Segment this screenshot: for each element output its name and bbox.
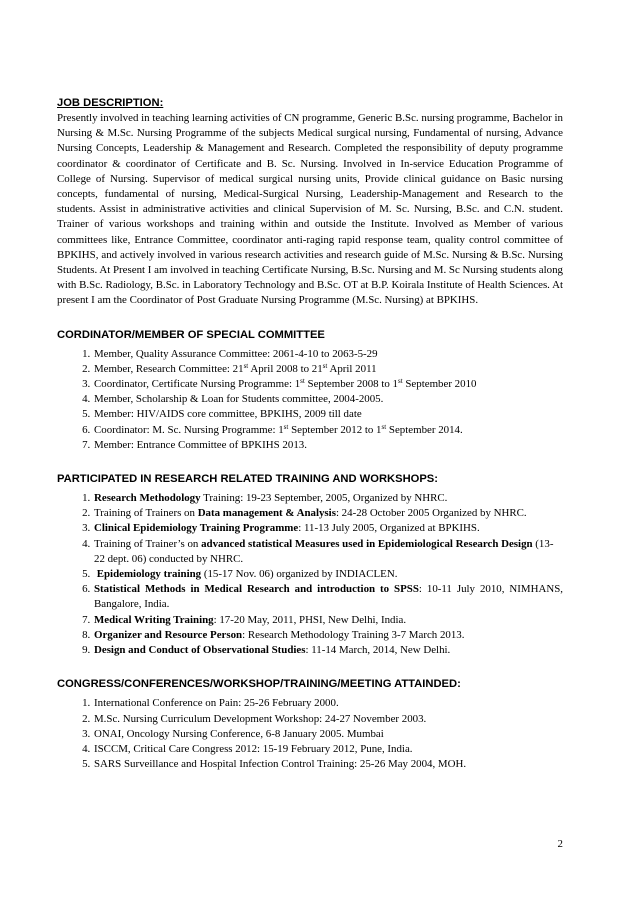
congress-item: 2. M.Sc. Nursing Curriculum Development Workshop: 24-27 November 2003. xyxy=(93,712,563,727)
research-training-item: 8. Organizer and Resource Person: Research Methodology Training 3-7 March 2013. xyxy=(93,628,563,643)
committee-section xyxy=(57,327,563,453)
committee-list xyxy=(57,347,563,453)
job-description-heading: JOB DESCRIPTION: xyxy=(57,97,164,109)
research-training-item: 7. Medical Writing Training: 17-20 May, 2011, PHSI, New Delhi, India. xyxy=(93,613,563,628)
research-training-section xyxy=(57,471,563,658)
congress-item: 5. SARS Surveillance and Hospital Infection Control Training: 25-26 May 2004, MOH. xyxy=(93,757,563,772)
document-page xyxy=(57,95,563,772)
congress-list xyxy=(57,696,563,772)
committee-item: 1. Member, Quality Assurance Committee: 2061-4-10 to 2063-5-29 xyxy=(93,347,563,362)
research-training-list xyxy=(57,491,563,658)
congress-heading: CONGRESS/CONFERENCES/WORKSHOP/TRAINING/MEETING ATTAINDED: xyxy=(57,678,461,691)
congress-item: 1. International Conference on Pain: 25-26 February 2000. xyxy=(93,696,563,711)
research-training-heading: PARTICIPATED IN RESEARCH RELATED TRAINING AND WORKSHOPS: xyxy=(57,473,438,486)
research-training-item: 6. Statistical Methods in Medical Research and introduction to SPSS: 10-11 July 2010, NIMHANS, Bangalore, India. xyxy=(93,582,563,612)
research-training-item: 5. Epidemiology training (15-17 Nov. 06) organized by INDIACLEN. xyxy=(93,567,563,582)
page-number: 2 xyxy=(557,838,563,850)
committee-item: 7. Member: Entrance Committee of BPKIHS 2013. xyxy=(93,438,563,453)
research-training-item: 9. Design and Conduct of Observational Studies: 11-14 March, 2014, New Delhi. xyxy=(93,643,563,658)
job-description-text: Presently involved in teaching learning activities of CN programme, Generic B.Sc. nursing programme, Bachelor in Nursing & M.Sc. Nursing Programme of the subjects Medical surgical nursing, Fundamental of nursing, Advance Nursing Concepts, Leadership & Management and Research. Completed the responsibility of deputy programme coordinator & coordinator of Certificate and B. Sc. Nursing. Involved in In-service Education Programme of College of Nursing. Supervisor of medical surgical nursing units, Provide clinical guidance on Basic nursing concepts, fundamental of nursing, Medical-Surgical Nursing, Leadership-Management and Research to the students. Assist in administrative activities and clinical Supervision of M. Sc. Nursing, B.Sc. and C.N. student. Trainer of various workshops and training within and outside the Institute. Involved as Member of various committees like, Entrance Committee, coordinator anti-raging rapid response team, quality control committee of BPKIHS, and actively involved in various research activities and research guide of M.Sc. Nursing & B.Sc. Nursing Students. At Present I am involved in teaching Certificate Nursing, B.Sc. Nursing and M. Sc Nursing students along with B.Sc. Radiology, B.Sc. in Laboratory Technology and B.Sc. OT at B.P. Koirala Institute of Health Sciences. At present I am the Coordinator of Post Graduate Nursing Programme (M.Sc. Nursing) at BPKIHS. xyxy=(57,112,563,307)
research-training-item: 1. Research Methodology Training: 19-23 September, 2005, Organized by NHRC. xyxy=(93,491,563,506)
committee-item: 5. Member: HIV/AIDS core committee, BPKIHS, 2009 till date xyxy=(93,407,563,422)
research-training-item: 2. Training of Trainers on Data management & Analysis: 24-28 October 2005 Organized by NHRC. xyxy=(93,506,563,521)
committee-item: 3. Coordinator, Certificate Nursing Programme: 1st September 2008 to 1st September 2010 xyxy=(93,377,563,392)
committee-heading: CORDINATOR/MEMBER OF SPECIAL COMMITTEE xyxy=(57,328,325,341)
committee-item: 4. Member, Scholarship & Loan for Students committee, 2004-2005. xyxy=(93,392,563,407)
research-training-item: 4. Training of Trainer’s on advanced statistical Measures used in Epidemiological Research Design (13-22 dept. 06) conducted by NHRC. xyxy=(93,537,563,567)
research-training-item: 3. Clinical Epidemiology Training Programme: 11-13 July 2005, Organized at BPKIHS. xyxy=(93,521,563,536)
committee-item: 6. Coordinator: M. Sc. Nursing Programme: 1st September 2012 to 1st September 2014. xyxy=(93,423,563,438)
committee-item: 2. Member, Research Committee: 21st April 2008 to 21st April 2011 xyxy=(93,362,563,377)
congress-section xyxy=(57,676,563,772)
congress-item: 3. ONAI, Oncology Nursing Conference, 6-8 January 2005. Mumbai xyxy=(93,727,563,742)
congress-item: 4. ISCCM, Critical Care Congress 2012: 15-19 February 2012, Pune, India. xyxy=(93,742,563,757)
job-description-section xyxy=(57,95,563,309)
